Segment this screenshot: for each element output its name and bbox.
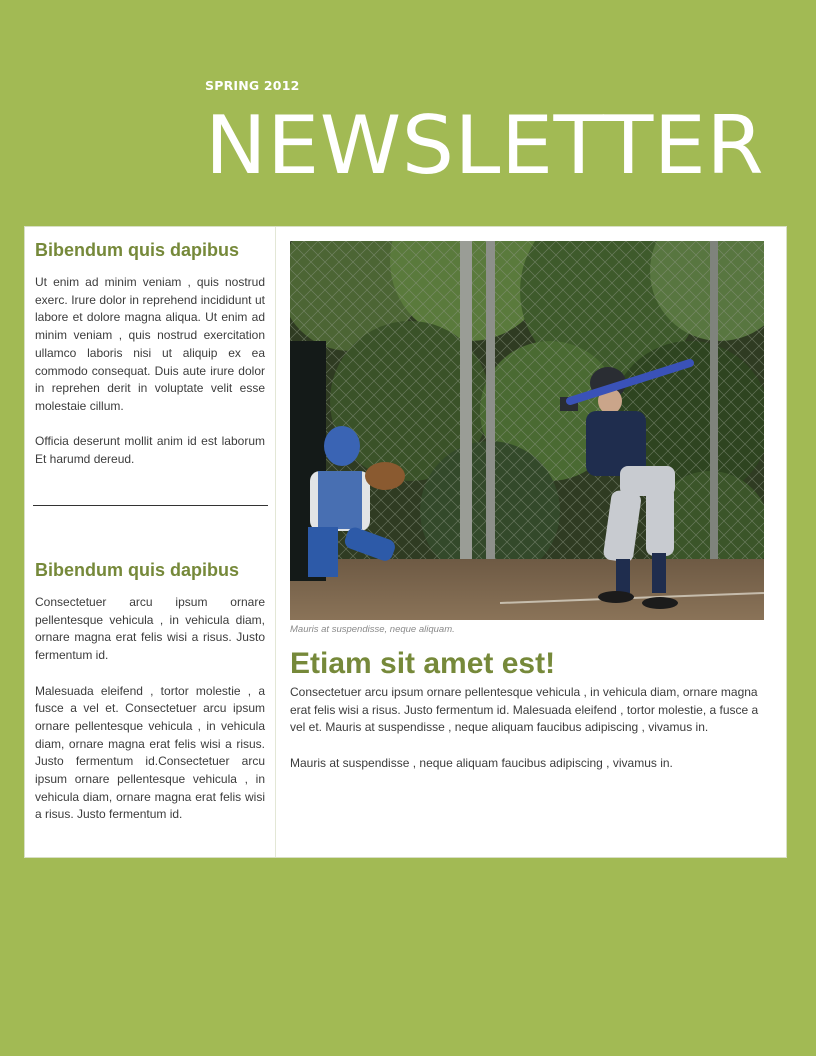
paragraph: Consectetuer arcu ipsum ornare pellentesque vehicula , in vehicula diam, ornare magna erat felis wisi a risus. Justo fermentum id. xyxy=(35,595,265,663)
baseball-photo xyxy=(290,241,764,620)
section-divider xyxy=(33,505,268,506)
paragraph: Ut enim ad minim veniam , quis nostrud exerc. Irure dolor in reprehend incididunt ut labore et dolore magna aliqua. Ut enim ad minim veniam , quis nostrud exercitation ullamco laboris nisi ut aliquip ex ea commodo consequat. Duis aute irure dolor in reprehen derit in voluptate velit esse molestaie cillum. xyxy=(35,275,265,413)
section-heading-2: Bibendum quis dapibus xyxy=(35,560,240,580)
section-body-2 xyxy=(35,594,265,842)
photo-caption: Mauris at suspendisse, neque aliquam. xyxy=(290,624,455,635)
article-body xyxy=(290,684,764,790)
paragraph: Officia deserunt mollit anim id est laborum Et harumd dereud. xyxy=(35,434,265,467)
right-column xyxy=(276,227,786,857)
newsletter-header xyxy=(0,0,816,226)
left-column xyxy=(25,227,276,857)
baseball-photo-illustration xyxy=(290,241,764,620)
section-body-1 xyxy=(35,274,265,486)
paragraph: Malesuada eleifend , tortor molestie , a fusce a vel et. Consectetuer arcu ipsum ornare pellentesque vehicula , in vehicula diam, ornare magna erat felis wisi a risus. Justo fermentum id.Consectetuer arcu ipsum ornare pellentesque vehicula , in vehicula diam, ornare magna erat felis wisi a risus. Justo fermentum id. xyxy=(35,683,265,822)
issue-date: SPRING 2012 xyxy=(205,78,300,93)
section-heading-1: Bibendum quis dapibus xyxy=(35,240,240,260)
content-panel xyxy=(24,226,787,858)
newsletter-title: NEWSLETTER xyxy=(205,99,765,192)
paragraph: Mauris at suspendisse , neque aliquam faucibus adipiscing , vivamus in. xyxy=(290,755,673,770)
article-title: Etiam sit amet est! xyxy=(290,647,556,680)
paragraph: Consectetuer arcu ipsum ornare pellentesque vehicula , in vehicula diam, ornare magna erat felis wisi a risus. Justo fermentum id. Malesuada eleifend , tortor molestie, a fusce a vel et. Mauris at suspendisse , neque aliquam faucibus adipiscing , vivamus in. xyxy=(290,685,759,735)
